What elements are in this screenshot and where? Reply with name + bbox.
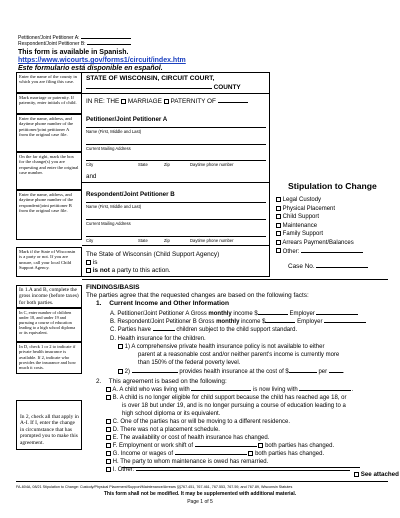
- findings-intro: The parties agree that the requested changes are based on the following facts:: [86, 292, 309, 299]
- city-label: City: [86, 162, 94, 167]
- agreement-a-prefix: A.: [112, 387, 119, 393]
- agreement-c-checkbox[interactable]: [106, 419, 111, 424]
- petitioner-a-header-label: Petitioner/Joint Petitioner A:: [18, 35, 80, 41]
- agreement-b-checkbox[interactable]: [106, 395, 111, 400]
- agreement-b-text: A child is no longer eligible for child support because the child has reached age 18, or: [119, 395, 347, 401]
- agreement-g-checkbox[interactable]: [106, 451, 111, 456]
- agreement-a: A. A child who was living with is now living with .: [106, 386, 353, 394]
- income-b-text: Respondent/Joint Petitioner B Gross: [117, 319, 215, 325]
- and-divider: [82, 182, 270, 183]
- footer-line-2: This form shall not be modified. It may be supplemented with additional material.: [103, 491, 297, 497]
- respondent-b-address-field[interactable]: [86, 218, 266, 220]
- see-attached-label: See attached: [360, 471, 399, 478]
- case-no-row: [288, 262, 368, 270]
- court-title: STATE OF WISCONSIN, CIRCUIT COURT,: [86, 75, 215, 82]
- item1-title: Current Income and Other Information: [109, 300, 229, 307]
- income-a-field[interactable]: [258, 310, 288, 315]
- respondent-b-name-label: Name (First, Middle and Last): [86, 204, 142, 209]
- employer-a-label: Employer: [289, 311, 315, 317]
- in-re-row: [86, 98, 248, 105]
- agreement-h-text: The party to whom maintenance is owed has remarried.: [120, 459, 269, 465]
- legal-custody-label: Legal Custody: [282, 197, 322, 203]
- petitioner-a-city-field[interactable]: [86, 159, 266, 161]
- agreement-f-text-2: both parties has changed.: [265, 443, 335, 449]
- respondent-b-city-field[interactable]: [86, 235, 266, 237]
- option-other[interactable]: [276, 248, 363, 257]
- phone-label: Daytime phone number: [190, 238, 234, 243]
- health-2-checkbox[interactable]: [118, 369, 123, 374]
- option-child-support[interactable]: [276, 213, 363, 222]
- health-1-text-1: A comprehensive private health insurance policy is not available to either: [131, 344, 325, 351]
- respondent-b-header-field[interactable]: [87, 40, 131, 45]
- other-field[interactable]: [301, 248, 363, 253]
- paternity-initials-field[interactable]: [218, 98, 248, 103]
- option-family-support[interactable]: [276, 230, 363, 239]
- side-findings-income: In 1.A and B, complete the gross income (before taxes) for both parties.: [16, 285, 82, 308]
- agreement-g: [106, 450, 353, 458]
- county-field[interactable]: [86, 83, 212, 89]
- children-text: Parties have: [117, 327, 152, 333]
- petitioner-a-name-field[interactable]: [86, 126, 266, 128]
- health-text: Health insurance for the children.: [117, 336, 206, 342]
- agreement-f-checkbox[interactable]: [106, 443, 111, 448]
- agreement-g-text: Income or wages of: [120, 451, 174, 457]
- health-2-text: provides health insurance at the cost of $: [179, 369, 289, 375]
- see-attached-checkbox[interactable]: [354, 472, 359, 477]
- respondent-b-header: [18, 40, 131, 47]
- health-option-1-line2: parent at a reasonable cost and/or neither parent's income is currently more: [138, 352, 340, 358]
- county-label: COUNTY: [213, 84, 241, 91]
- city-label: City: [86, 238, 94, 243]
- spanish-link[interactable]: [18, 57, 186, 65]
- petitioner-a-address-field[interactable]: [86, 143, 266, 145]
- item1-row: [96, 300, 229, 308]
- agreement-a-text: A child who was living with: [119, 387, 190, 393]
- health-option-2: 2) provides health insurance at the cost of $ per .: [118, 368, 344, 376]
- agreement-e-checkbox[interactable]: [106, 435, 111, 440]
- other-label: Other:: [282, 248, 300, 255]
- and-label: and: [86, 173, 97, 180]
- income-b-prefix: B.: [110, 319, 116, 325]
- findings-header: FINDINGS/BASIS: [86, 284, 140, 291]
- respondent-b-header-label: Respondent/Joint Petitioner B:: [18, 41, 86, 47]
- physical-placement-checkbox[interactable]: [276, 206, 281, 211]
- petitioner-a-city-row: [86, 162, 234, 167]
- in-re-label: IN RE: THE: [86, 98, 120, 105]
- agreement-a-checkbox[interactable]: [106, 387, 111, 392]
- agreement-g-prefix: G.: [112, 451, 120, 457]
- zip-label: Zip: [164, 238, 170, 243]
- agreement-c-prefix: C.: [112, 419, 119, 425]
- child-support-checkbox[interactable]: [276, 214, 281, 219]
- spanish-line-es: Este formulario está disponible en español.: [18, 65, 163, 72]
- footer-rule: [16, 481, 388, 482]
- respondent-b-title: Respondent/Joint Petitioner B: [86, 191, 175, 198]
- agreement-g-field[interactable]: [175, 450, 247, 455]
- arrears-checkbox[interactable]: [276, 240, 281, 245]
- state-label: State: [138, 238, 148, 243]
- legal-custody-checkbox[interactable]: [276, 197, 281, 202]
- physical-placement-label: Physical Placement: [282, 205, 336, 212]
- stipulation-options: [276, 196, 363, 256]
- agreement-g-both-checkbox[interactable]: [248, 451, 253, 456]
- side-instruction-petitioner: Enter the name, address, and daytime phone number of the petitioner/joint petitioner A from the original case file.: [16, 114, 82, 152]
- health-1-checkbox[interactable]: [118, 344, 123, 349]
- agreement-i-prefix: I.: [112, 467, 117, 473]
- spanish-line: This form is available in Spanish.: [18, 49, 129, 56]
- agreement-h: [106, 458, 353, 466]
- arrears-label: Arrears Payment/Balances: [282, 239, 354, 246]
- paternity-label: PATERNITY OF: [170, 98, 216, 105]
- employer-b-field[interactable]: [324, 318, 366, 323]
- county-line: [86, 83, 241, 92]
- state-is-not-checkbox[interactable]: [86, 268, 91, 273]
- children-tail: children subject to the child support standard.: [176, 327, 298, 333]
- family-support-label: Family Support: [282, 231, 324, 238]
- health-period-field[interactable]: [329, 368, 343, 373]
- caption-divider: [82, 93, 270, 94]
- agreement-b-line2: is over 18 but under 19, and is no longer pursuing a course of education leading to a: [122, 403, 346, 409]
- health-option-1-line3: than 150% of the federal poverty level.: [138, 360, 241, 366]
- children-row: [110, 326, 297, 334]
- agreement-i-checkbox[interactable]: [106, 467, 111, 472]
- state-divider: [82, 245, 270, 246]
- income-a-row: [110, 310, 358, 318]
- agreement-c: [106, 418, 353, 426]
- agreement-h-checkbox[interactable]: [106, 459, 111, 464]
- side-instruction-changes: On the far right, mark the box for the change(s) you are requesting and enter the original case number.: [16, 152, 82, 190]
- child-support-label: Child Support: [282, 214, 320, 221]
- petitioner-a-header-field[interactable]: [81, 34, 131, 39]
- health-per-label: per: [318, 369, 328, 375]
- item2-text: This agreement is based on the following:: [108, 378, 227, 385]
- income-a-tail: income $: [233, 311, 258, 317]
- agreement-a-text-2: is now living with: [253, 387, 298, 393]
- footer-line-1: FA-604A, 08/21 Stipulation to Change: Custody/Physical Placement/Support/Maintenance/Arrears §§767.451, 767.461, 767.553, 767.59, and 767.89, Wisconsin Statutes: [16, 485, 293, 489]
- health-prefix: D.: [110, 336, 116, 342]
- agreement-h-prefix: H.: [112, 459, 119, 465]
- option-physical-placement[interactable]: [276, 205, 363, 214]
- income-a-bold: monthly: [208, 311, 232, 317]
- agreement-f: [106, 442, 353, 450]
- agreement-e-prefix: E.: [112, 435, 119, 441]
- agreement-g-text-2: both parties has changed.: [255, 451, 325, 457]
- forms-link[interactable]: https://www.wicourts.gov/forms1/circuit/index.htm: [18, 57, 186, 64]
- state-is-not-label: is not: [92, 267, 110, 274]
- respondent-b-name-field[interactable]: [86, 201, 266, 203]
- agreement-i-text: Other:: [117, 467, 135, 473]
- agreement-f-text: Employment or work shift of: [119, 443, 194, 449]
- income-b-bold: monthly: [216, 319, 240, 325]
- respondent-b-city-row: [86, 238, 234, 243]
- health-option-1: [118, 344, 324, 351]
- children-count-field[interactable]: [153, 326, 175, 331]
- agreement-b-prefix: B.: [112, 395, 119, 401]
- state-party-line: The State of Wisconsin (Child Support Agency): [86, 251, 220, 258]
- petitioner-a-title: Petitioner/Joint Petitioner A: [86, 116, 168, 123]
- footer-page: Page 1 of 5: [187, 499, 213, 505]
- income-a-prefix: A.: [110, 311, 116, 317]
- side-instruction-county: Enter the name of the county in which you are filing this case.: [16, 72, 82, 93]
- health-1-number: 1): [124, 344, 131, 351]
- option-arrears[interactable]: [276, 239, 363, 248]
- marriage-checkbox[interactable]: [121, 99, 126, 104]
- case-no-field[interactable]: [316, 262, 368, 268]
- item1-number: 1.: [96, 300, 102, 307]
- side-instruction-marriage: Mark marriage or paternity. If paternity, enter initials of child.: [16, 93, 82, 114]
- petitioner-a-address-label: Current Mailing Address: [86, 146, 131, 151]
- other-checkbox[interactable]: [276, 248, 281, 253]
- income-a-text: Petitioner/Joint Petitioner A Gross: [117, 311, 207, 317]
- maintenance-checkbox[interactable]: [276, 223, 281, 228]
- respondent-b-address-label: Current Mailing Address: [86, 221, 131, 226]
- agreement-f-both-checkbox[interactable]: [258, 443, 263, 448]
- item2-row: [96, 378, 227, 385]
- phone-label: Daytime phone number: [190, 162, 234, 167]
- side-findings-children: In C, enter number of children under 18, and under 19 and pursuing a course of education leading to a high school diploma or its equivalent.: [16, 308, 82, 342]
- side-findings-insurance: In D, check 1 or 2 to indicate if private health insurance is available. If 2, indicate who provides the insurance and how much it costs.: [16, 342, 82, 374]
- state-is-not-row: [86, 267, 171, 274]
- agreement-e: [106, 434, 353, 442]
- side-instruction-respondent: Enter the name, address, and daytime phone number of the respondent/joint petitioner B from the original case file.: [16, 190, 82, 240]
- children-prefix: C.: [110, 327, 116, 333]
- side-findings-agreement: In 2, check all that apply in A-I. If I, enter the change in circumstance that has prompted you to make this agreement.: [16, 400, 82, 450]
- maintenance-label: Maintenance: [282, 222, 318, 229]
- option-maintenance[interactable]: [276, 222, 363, 231]
- agreement-d: [106, 426, 353, 434]
- zip-label: Zip: [164, 162, 170, 167]
- family-support-checkbox[interactable]: [276, 231, 281, 236]
- agreement-other-line[interactable]: [122, 466, 360, 468]
- state-is-checkbox[interactable]: [86, 260, 91, 265]
- income-b-field[interactable]: [265, 318, 295, 323]
- agreement-a-field-1[interactable]: [191, 386, 251, 391]
- health-2-number: 2): [124, 369, 131, 375]
- state-is-label: is: [92, 259, 98, 266]
- income-b-tail: income $: [241, 319, 266, 325]
- item2-number: 2.: [96, 378, 102, 385]
- marriage-label: MARRIAGE: [127, 98, 162, 105]
- agreement-d-checkbox[interactable]: [106, 427, 111, 432]
- health-row: [110, 336, 206, 343]
- income-b-row: [110, 318, 366, 326]
- findings-rule: [82, 279, 388, 280]
- health-cost-field[interactable]: [289, 368, 317, 373]
- state-is-not-tail: a party to this action.: [111, 267, 171, 274]
- petitioner-a-name-label: Name (First, Middle and Last): [86, 129, 142, 134]
- agreement-d-prefix: D.: [112, 427, 119, 433]
- agreement-c-text: One of the parties has or will be moving to a different residence.: [120, 419, 290, 425]
- state-is-row: [86, 259, 97, 266]
- agreement-e-text: The availability or cost of health insurance has changed.: [119, 435, 270, 441]
- case-no-label: Case No.: [288, 263, 315, 270]
- paternity-checkbox[interactable]: [164, 99, 169, 104]
- agreement-a-field-2[interactable]: [299, 386, 351, 391]
- agreement-d-text: There was not a placement schedule.: [120, 427, 220, 433]
- health-provider-field[interactable]: [132, 368, 178, 373]
- state-label: State: [138, 162, 148, 167]
- employer-b-label: Employer: [297, 319, 323, 325]
- agreement-b-line3: high school diploma or its equivalent.: [122, 411, 221, 417]
- stipulation-title: Stipulation to Change: [288, 181, 377, 191]
- see-attached-row: [354, 471, 399, 478]
- agreement-b: [106, 394, 353, 402]
- side-instruction-state: Mark if the State of Wisconsin is a party or not. If you are unsure, call your local Child Support Agency.: [16, 247, 82, 277]
- agreement-f-field[interactable]: [195, 442, 257, 447]
- agreement-f-prefix: F.: [112, 443, 118, 449]
- option-legal-custody[interactable]: [276, 196, 363, 205]
- employer-a-field[interactable]: [316, 310, 358, 315]
- agreement-list: [106, 386, 353, 474]
